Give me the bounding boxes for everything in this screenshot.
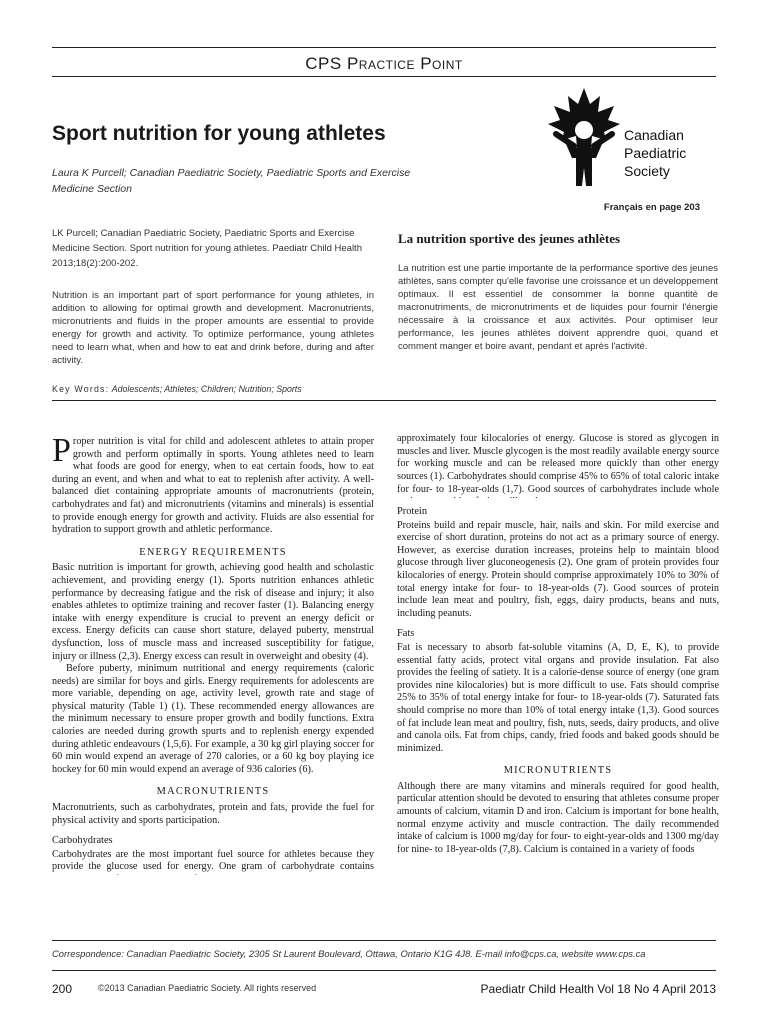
energy-heading: ENERGY REQUIREMENTS [139, 546, 287, 558]
copyright: ©2013 Canadian Paediatric Society. All rights reserved [98, 983, 317, 993]
series-rule [52, 76, 716, 77]
organization-name: Canadian Paediatric Society [624, 127, 687, 179]
dropcap: P [52, 432, 71, 469]
page-number: 200 [52, 982, 73, 996]
abstract-english: Nutrition is an important part of sport performance for young athletes, in addition to allowing for optimal growth and development. Macronutrients, micronutrients and fluids in the proper amounts are essential to provide energy for growth and activity. To optimize performance, young athletes need to learn what, when and how to eat and drink before, during and after activity. [52, 290, 374, 366]
carbohydrates-paragraph: Carbohydrates are the most important fuel source for athletes because they provide the glucose used for energy. One gram of carbohydrate contains [52, 848, 374, 873]
article-authors: Laura K Purcell; Canadian Paediatric Society, Paediatric Sports and Exercise Medicine Section [52, 167, 411, 195]
intro-paragraph: Proper nutrition is vital for child and adolescent athletes to attain proper growth and perform optimally in sports. Young athletes need to learn what foods are good for energy, when to eat certain foods, how to eat during an event, and when and what to eat to replenish after activity. A well-balanced diet containing appropriate amounts of macronutrients (protein, carbohydrates and fat) and micronutrients (vitamins and minerals) is essential to provide enough energy for growth and activity. Fluids are also essential for hydration to support growth and athletic performance. [52, 432, 374, 536]
body-rule [52, 400, 716, 401]
energy-paragraph-2: Before puberty, minimum nutritional and energy requirements (caloric needs) are similar for boys and girls. Energy requirements for adolescents are more variable, depending on age, activity level, growth rate and stage of physical maturity (Table 1) (1). These recommended energy allowances are the minimum necessary to ensure proper growth and bodily functions. Extra calories are needed during growth spurts and to replenish energy expended during athletic endeavours (1,5,6). For example, a 30 kg girl playing soccer for 60 min would expend an average of 270 calories, or a 60 kg boy playing ice hockey for 60 min would expend an average of 936 calories (6). [52, 663, 374, 775]
body-column-left [52, 432, 374, 875]
macronutrients-paragraph: Macronutrients, such as carbohydrates, protein and fats, provide the fuel for physical activity and sports participation. [52, 802, 374, 826]
carbohydrates-heading: Carbohydrates [52, 835, 113, 847]
abstract-french: La nutrition est une partie importante de la performance sportive des jeunes athlètes, sans compter qu'elle favorise une croissance et un développement optimaux. Il est essentiel de consommer la bonne quantité de macronutriments, de micronutriments et de liquides pour fournir l'énergie nécessaire à la croissance et aux activités. Pour optimiser leur performance, les jeunes athlètes doivent apprendre quoi, quand et comment manger et boire avant, pendant et après l'activité. [398, 263, 718, 352]
citation: LK Purcell; Canadian Paediatric Society, Paediatric Sports and Exercise Medicine Section. Sport nutrition for young athletes. Paediatr Child Health 2013;18(2):200-202. [52, 228, 362, 269]
maple-leaf-child-icon [544, 86, 624, 196]
french-version-link[interactable]: Français en page 203 [603, 202, 700, 213]
fats-paragraph: Fat is necessary to absorb fat-soluble vitamins (A, D, E, K), to provide essential fatty acids, protect vital organs and provide insulation. Fat also provides the feeling of satiety. It is a calorie-dense source of energy (one gram provides nine kilocalories) but is more difficult to use. Fats should comprise 25% to 35% of total energy intake for four- to 18-year-olds (7). Saturated fats should comprise no more than 10% of total energy intake (1,3). Good sources of fat include lean meat and poultry, fish, nuts, seeds, dairy products, and olive and canola oils. Fat from chips, candy, fried foods and baked goods should be minimized. [397, 641, 719, 754]
micronutrients-paragraph: Although there are many vitamins and minerals required for good health, particular attention should be devoted to ensuring that athletes consume proper amounts of calcium, vitamin D and iron. Calcium is important for bone health, normal enzyme activity and muscle contraction. The daily recommended intake of calcium is 1000 mg/day for four- to eight-year-olds and 1300 mg/day for nine- to 18-year-olds (7,8). Calcium is contained in a variety of foods [397, 780, 719, 855]
keywords [52, 384, 374, 394]
journal-reference: Paediatr Child Health Vol 18 No 4 April 2013 [480, 982, 716, 996]
article-title: Sport nutrition for young athletes [52, 122, 386, 145]
energy-paragraph-1: Basic nutrition is important for growth, achieving good health and scholastic achievement, and providing energy (1). Sports nutrition enhances athletic performance by decreasing fatigue and the risk of disease and injury; it also enables athletes to optimize training and recover faster (1). Balancing energy intake with energy expenditure is crucial to prevent an energy deficit or excess. Energy deficits can cause short stature, delayed puberty, menstrual dysfunction, loss of muscle mass and increased susceptibility for fatigue, injury or illness (2,3). Energy excess can result in overweight and obesity (4). [52, 562, 374, 662]
bottom-rule [52, 970, 716, 971]
body-column-right [397, 434, 719, 856]
correspondence: Correspondence: Canadian Paediatric Society, 2305 St Laurent Boulevard, Ottawa, Ontario K1G 4J8. E-mail info@cps.ca, website www.cps.ca [52, 948, 646, 959]
series-title: CPS Practice Point [305, 54, 463, 73]
micronutrients-heading: MICRONUTRIENTS [503, 765, 613, 777]
cps-logo [538, 86, 718, 196]
fats-heading: Fats [397, 628, 415, 640]
footer-rule [52, 940, 716, 941]
keywords-value: Adolescents; Athletes; Children; Nutrition; Sports [111, 384, 302, 394]
carbohydrates-continued: approximately four kilocalories of energy. Glucose is stored as glycogen in muscles and liver. Muscle glycogen is the most readily available energy source for working muscle and can be released more quickly than other energy sources (1). Carbohydrates should comprise 45% to 65% of total caloric intake for four- to 18-year-olds (1,7). Good sources of carbohydrates include whole [397, 434, 719, 495]
protein-heading: Protein [397, 506, 428, 517]
french-title: La nutrition sportive des jeunes athlètes [398, 231, 621, 246]
top-rule [52, 47, 716, 48]
keywords-label: Key Words: [52, 384, 110, 394]
protein-paragraph: Proteins build and repair muscle, hair, nails and skin. For mild exercise and exercise of short duration, proteins do not act as a primary source of energy. However, as exercise duration increases, proteins help to maintain blood glucose through liver gluconeogenesis (2). One gram of protein provides four kilocalories of energy. Protein should comprise approximately 10% to 30% of total energy intake for four- to 18-year-olds (7). Good sources of protein include lean meat and poultry, fish, eggs, dairy products, beans and nuts, including peanuts. [397, 519, 719, 619]
macronutrients-heading: MACRONUTRIENTS [156, 786, 270, 798]
